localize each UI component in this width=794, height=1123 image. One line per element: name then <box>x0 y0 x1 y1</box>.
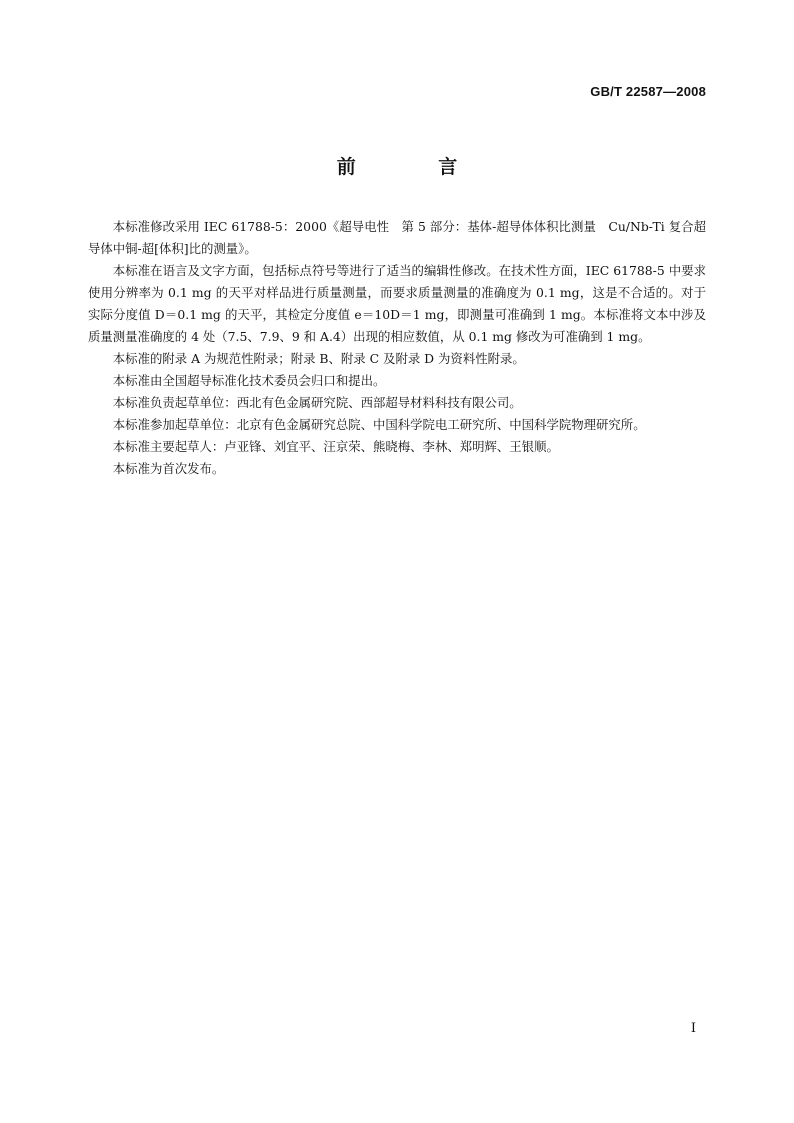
paragraph-participating-drafters: 本标准参加起草单位：北京有色金属研究总院、中国科学院电工研究所、中国科学院物理研究所。 <box>112 417 646 432</box>
paragraph-lead-drafters: 本标准负责起草单位：西北有色金属研究院、西部超导材料科技有限公司。 <box>112 395 522 410</box>
standard-code: GB/T 22587—2008 <box>590 84 706 99</box>
foreword-body <box>88 216 706 480</box>
paragraph-proposer: 本标准由全国超导标准化技术委员会归口和提出。 <box>112 373 386 388</box>
paragraph-adoption: 本标准修改采用 IEC 61788-5：2000《超导电性 第 5 部分：基体-超导体体积比测量 Cu/Nb-Ti 复合超导体中铜-超[体积]比的测量》。 <box>88 219 706 256</box>
paragraph-annexes: 本标准的附录 A 为规范性附录；附录 B、附录 C 及附录 D 为资料性附录。 <box>112 351 525 366</box>
paragraph-first-release: 本标准为首次发布。 <box>112 461 225 476</box>
page-title: 前 言 <box>336 156 496 178</box>
page-number: I <box>690 1021 696 1036</box>
paragraph-main-drafters: 本标准主要起草人：卢亚锋、刘宜平、汪京荣、熊晓梅、李林、郑明辉、王银顺。 <box>112 439 559 454</box>
paragraph-modifications: 本标准在语言及文字方面，包括标点符号等进行了适当的编辑性修改。在技术性方面，IEC 61788-5 中要求使用分辨率为 0.1 mg 的天平对样品进行质量测量，而要求质量测量的准确度为 0.1 mg，这是不合适的。对于实际分度值 D＝0.1 mg 的天平，其检定分度值 e＝10D＝1 mg，即测量可准确到 1 mg。本标准将文本中涉及质量测量准确度的 4 处（7.5、7.9、9 和 A.4）出现的相应数值，从 0.1 mg 修改为可准确到 1 mg。 <box>88 263 706 344</box>
